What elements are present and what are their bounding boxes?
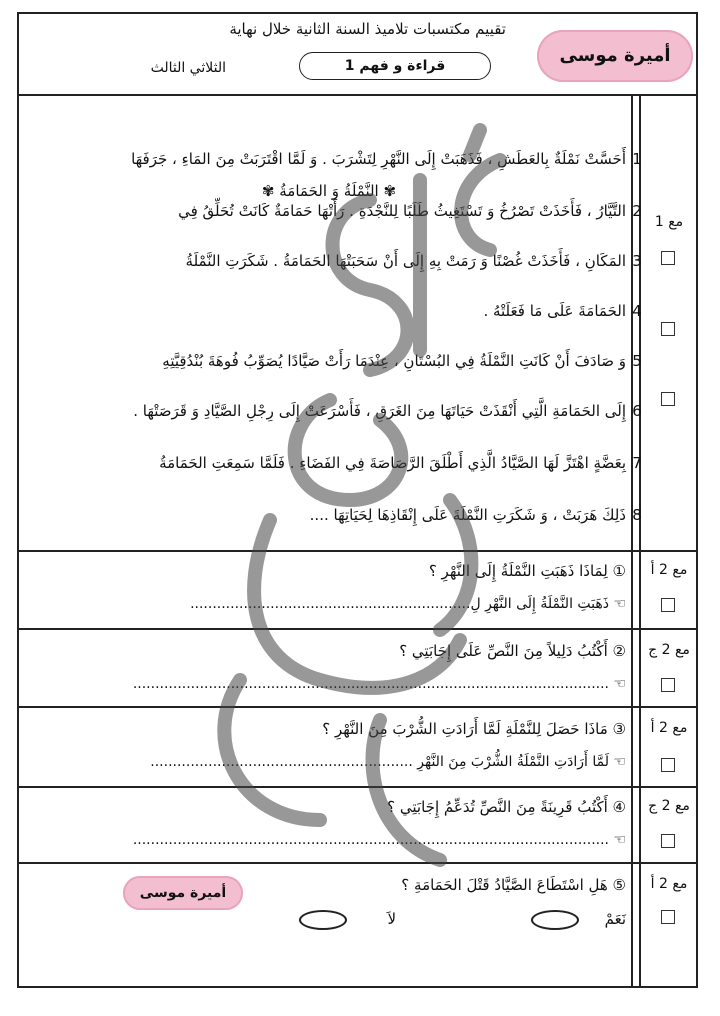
answer-line[interactable]: ☜ لَمَّا أَرَادَتِ النَّمْلَةُ الشُّرْبَ مِنَ النَّهْرِ ...........................................................: [150, 754, 626, 770]
question-row: [19, 630, 696, 708]
criterion-label: مع 2 أ: [650, 562, 688, 578]
criterion-checkbox[interactable]: [661, 758, 675, 772]
text-line: التَّيَّارُ ، فَأَخَذَتْ تَصْرُخُ وَ تَسْتَغِيثُ طَلَبًا لِلنَّجْدَةِ . رَأَتْهَا حَمَامَةٌ كَانَتْ تُحَلِّقُ فِي: [178, 202, 626, 220]
question-row: [19, 708, 696, 788]
question-text: ④ أَكْتُبُ قَرِينَةً مِنَ النَّصِّ تُدَعِّمُ إِجَابَتِي ؟: [387, 798, 626, 816]
trimester-label: الثلاثي الثالث: [150, 60, 226, 76]
author-badge: أميرة موسى: [537, 30, 693, 82]
text-line: المَكَانِ ، فَأَخَذَتْ غُصْنًا وَ رَمَتْ بِهِ إِلَى أَنْ سَحَبَتْهَا الحَمَامَةُ . شَكَرَتِ النَّمْلَةُ: [185, 252, 626, 270]
criterion-label: مع 2 أ: [650, 720, 688, 736]
text-title: [219, 182, 439, 200]
line-number: 1: [632, 150, 642, 168]
question-text: ③ مَاذَا حَصَلَ لِلنَّمْلَةِ لَمَّا أَرَادَتِ الشُّرْبَ مِنَ النَّهْرِ ؟: [322, 720, 626, 738]
criterion-checkbox[interactable]: [661, 322, 675, 336]
criterion-checkbox[interactable]: [661, 834, 675, 848]
criterion-label: مع 2 أ: [650, 876, 688, 892]
text-line: الحَمَامَةَ عَلَى مَا فَعَلَتْهُ .: [483, 302, 626, 320]
line-number: 3: [632, 252, 642, 270]
criterion-checkbox[interactable]: [661, 598, 675, 612]
question-row: [19, 788, 696, 864]
text-line: ذَلِكَ هَرَبَتْ ، وَ شَكَرَتِ النَّمْلَةَ عَلَى إِنْقَاذِهَا لِحَيَاتِهَا ....: [309, 506, 626, 524]
text-line: بِعَضَّةٍ اهْتَزَّ لَهَا الصَّيَّادُ الَّذِي أَطْلَقَ الرَّصَاصَةَ فِي الفَضَاءِ . فَلَمَّا سَمِعَتِ الحَمَامَةُ: [159, 454, 626, 472]
question-text: ⑤ هَلِ اسْتَطَاعَ الصَّيَّادُ قَتْلَ الحَمَامَةِ ؟: [401, 876, 626, 894]
answer-line[interactable]: ☜ ...........................................................................................................: [132, 832, 626, 848]
question-row: [19, 864, 696, 988]
yes-option[interactable]: [531, 910, 579, 930]
worksheet-header: [19, 14, 696, 96]
answer-line[interactable]: ☜ ...........................................................................................................: [132, 676, 626, 692]
line-number: 6: [632, 402, 642, 420]
answer-line[interactable]: ☜ ذَهَبَتِ النَّمْلَةُ إِلَى النَّهْرِ لِ...............................................................: [190, 596, 626, 612]
line-number: 2: [632, 202, 642, 220]
criterion-label: مع 1: [654, 214, 684, 230]
line-number: 8: [632, 506, 642, 524]
criterion-label: مع 2 ج: [648, 642, 690, 658]
question-text: ① لِمَاذَا ذَهَبَتِ النَّمْلَةُ إِلَى النَّهْرِ ؟: [428, 562, 626, 580]
criterion-checkbox[interactable]: [661, 910, 675, 924]
no-label: لاَ: [387, 910, 396, 928]
criterion-checkbox[interactable]: [661, 678, 675, 692]
yes-label: نَعَمْ: [604, 910, 626, 928]
assessment-title: تقييم مكتسبات تلاميذ السنة الثانية خلال نهاية: [229, 20, 506, 38]
criterion-checkbox[interactable]: [661, 251, 675, 265]
flower-icon: ✾: [261, 182, 280, 200]
no-option[interactable]: [299, 910, 347, 930]
unit-label: قراءة و فهم 1: [299, 52, 491, 80]
question-text: ② أَكْتُبُ دَلِيلاً مِنَ النَّصِّ عَلَى إِجَابَتِي ؟: [399, 642, 626, 660]
author-badge-small: أميرة موسى: [123, 876, 243, 910]
line-number: 5: [632, 352, 642, 370]
text-line: وَ صَادَفَ أَنْ كَانَتِ النَّمْلَةُ فِي البُسْتَانِ ، عِنْدَمَا رَأَتْ صَيَّادًا يُصَوِّبُ فُوهَةَ بُنْدُقِيَّتِهِ: [162, 352, 626, 370]
text-title-label: النَّمْلَةُ وَ الحَمَامَةُ: [279, 182, 379, 200]
criterion-label: مع 2 ج: [648, 798, 690, 814]
criterion-checkbox[interactable]: [661, 392, 675, 406]
text-line: أَحَسَّتْ نَمْلَةٌ بِالعَطَشِ ، فَذَهَبَتْ إِلَى النَّهْرِ لِتَشْرَبَ . وَ لَمَّا اقْتَرَبَتْ مِنَ المَاءِ ، جَرَفَهَا: [131, 150, 626, 168]
worksheet: [17, 12, 698, 988]
flower-icon: ✾: [378, 182, 397, 200]
line-number: 4: [632, 302, 642, 320]
text-line: إِلَى الحَمَامَةِ الَّتِي أَنْقَذَتْ حَيَاتَهَا مِنَ الغَرَقِ ، فَأَسْرَعَتْ إِلَى رِجْلِ الصَّيَّادِ وَ قَرَصَتْهَا .: [133, 402, 626, 420]
line-number: 7: [632, 454, 642, 472]
question-row: [19, 552, 696, 630]
reading-text-section: [19, 94, 696, 552]
